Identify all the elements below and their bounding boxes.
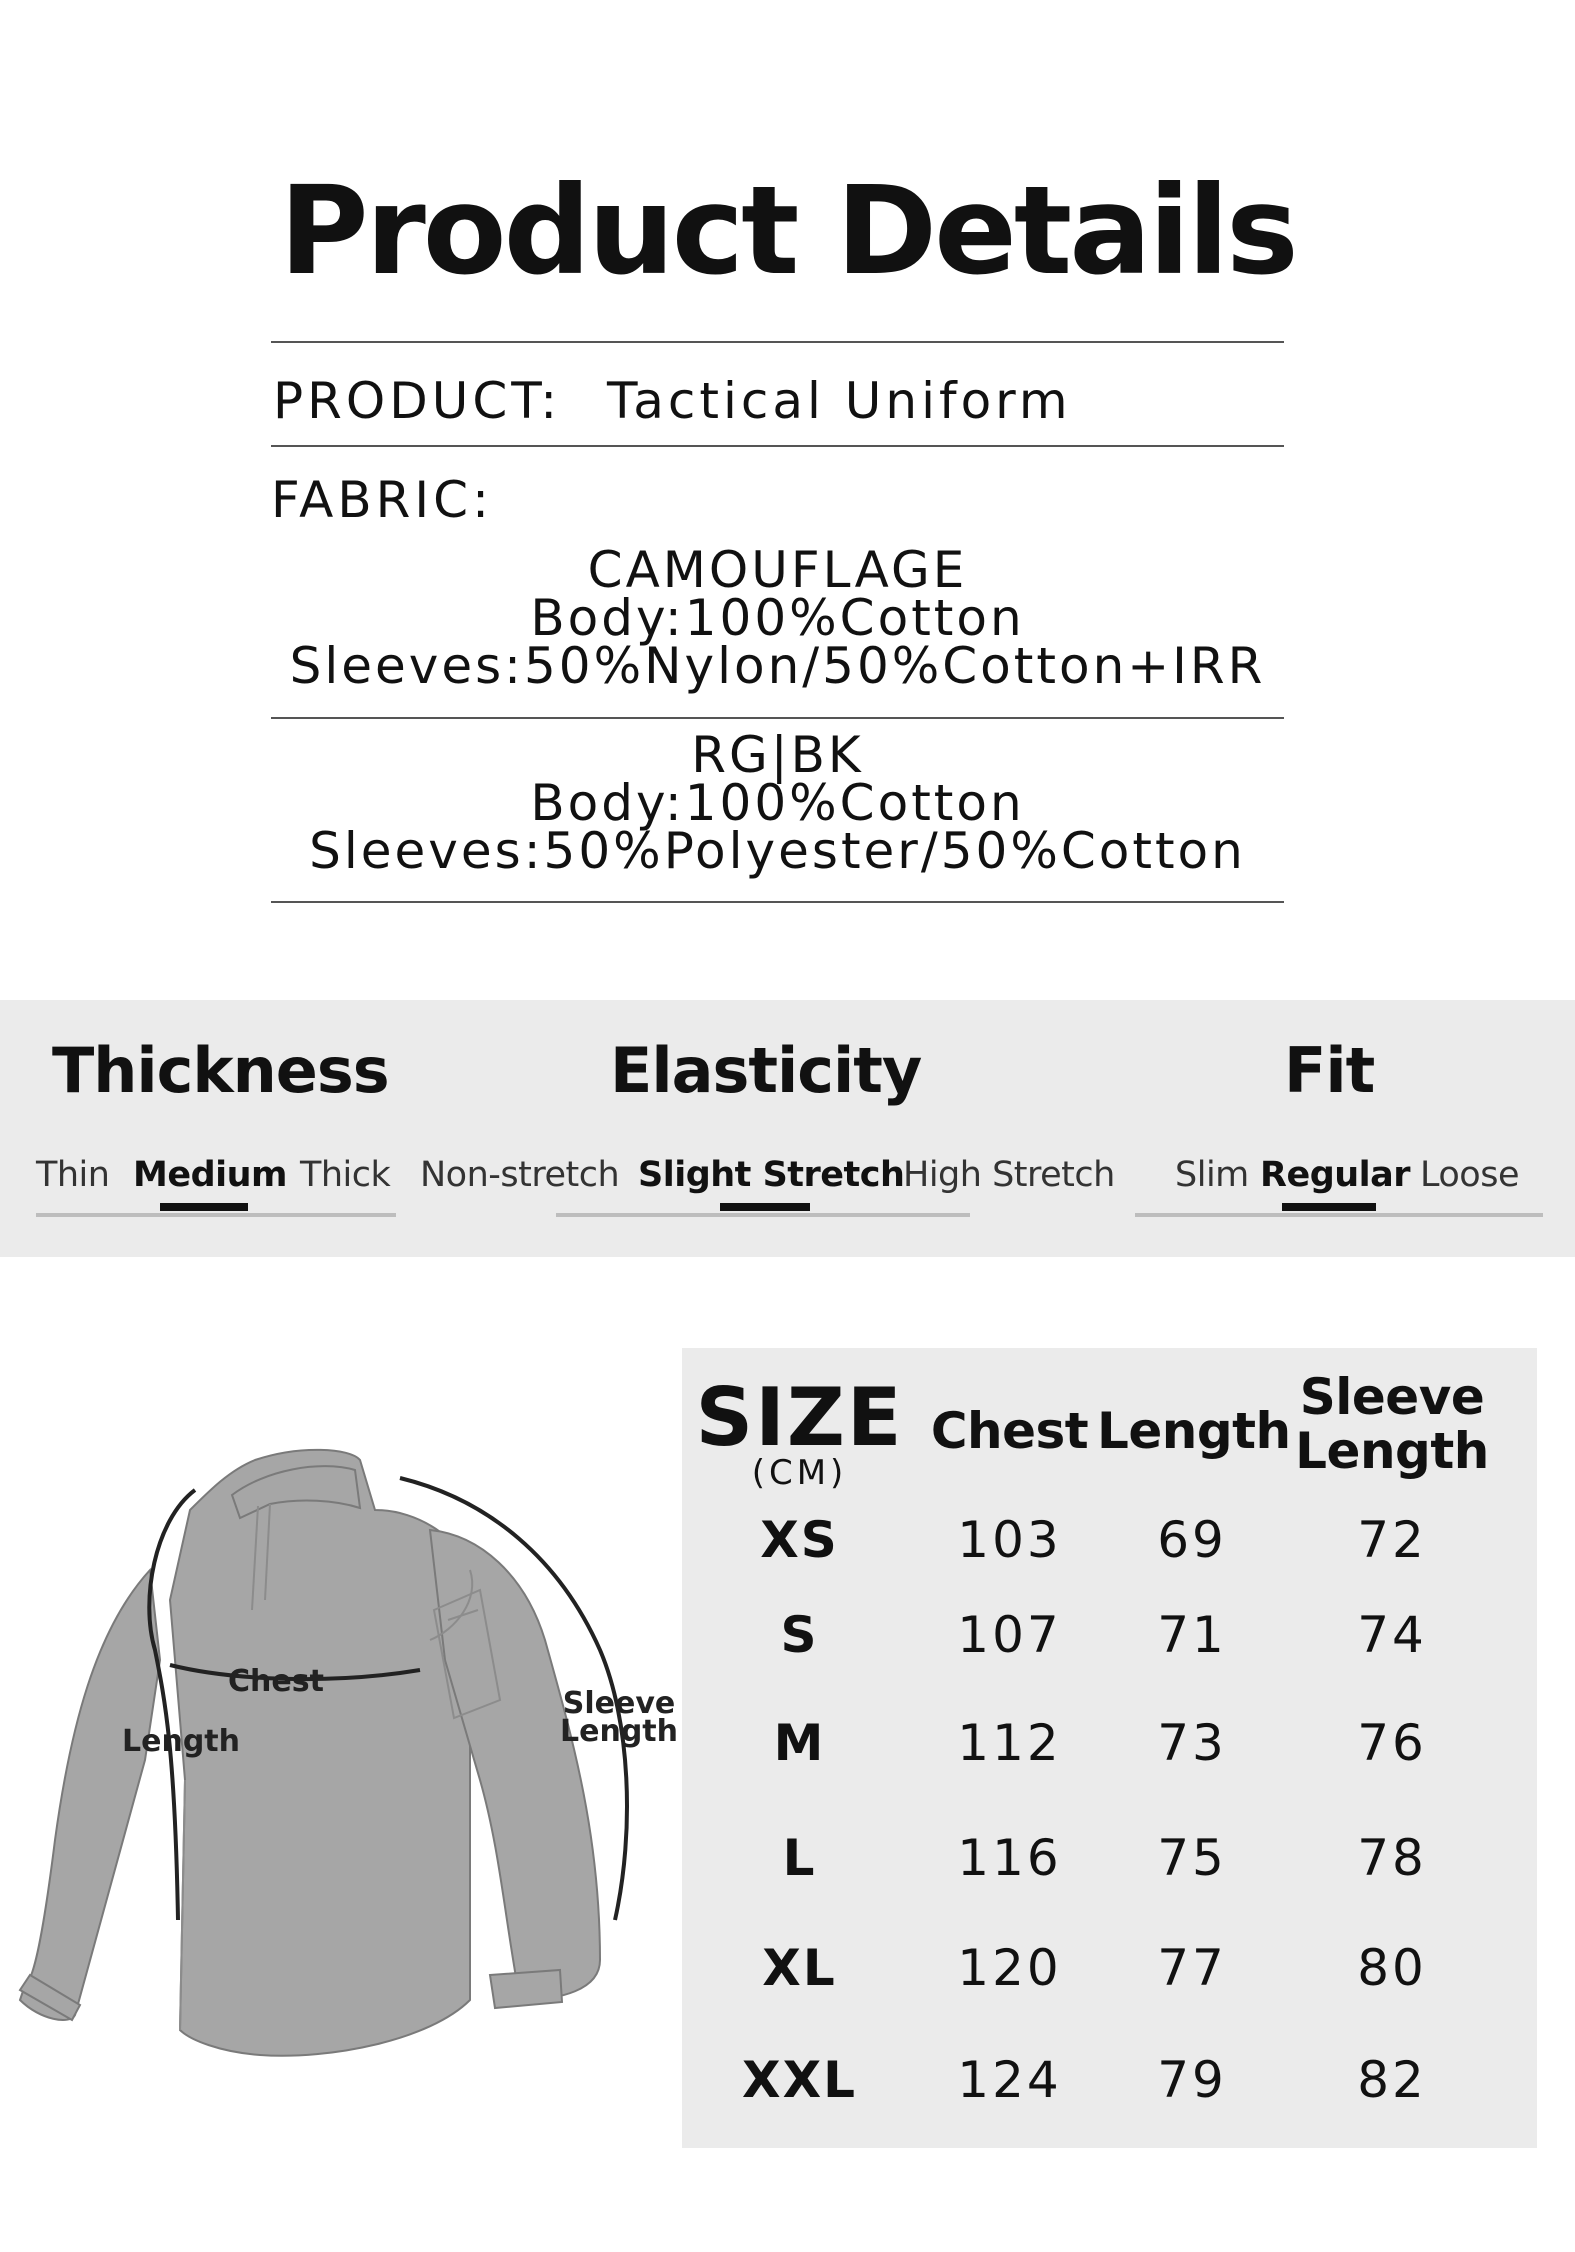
- chest-label: Chest: [228, 1664, 324, 1699]
- sleeve-length-label: Sleeve Length: [560, 1686, 678, 1749]
- page-title: Product Details: [279, 160, 1296, 302]
- fit-option-regular: Regular: [1260, 1155, 1411, 1195]
- size-cell: S: [780, 1606, 819, 1664]
- fabric-variant-sleeves: Sleeves:50%Nylon/50%Cotton+IRR: [289, 637, 1266, 695]
- chest-cell: 107: [957, 1606, 1062, 1664]
- thickness-option-thin: Thin: [36, 1155, 110, 1195]
- thickness-scale: [36, 1213, 396, 1217]
- fabric-variant-body: Body:100%Cotton: [530, 589, 1025, 647]
- size-unit-label: (CM): [751, 1453, 848, 1493]
- product-value: Tactical Uniform: [607, 372, 1072, 430]
- fabric-variant-sleeves: Sleeves:50%Polyester/50%Cotton: [309, 822, 1246, 880]
- length-label: Length: [122, 1724, 240, 1759]
- size-cell: XXL: [742, 2051, 857, 2109]
- elasticity-selected-marker: [720, 1203, 810, 1211]
- thickness-option-medium: Medium: [133, 1155, 288, 1195]
- elasticity-scale: [556, 1213, 970, 1217]
- chest-cell: 116: [957, 1829, 1062, 1887]
- sleeve-length-column-header: Sleeve Length: [1295, 1368, 1489, 1480]
- length-cell: 79: [1157, 2051, 1227, 2109]
- sleeve-length-cell: 82: [1357, 2051, 1427, 2109]
- fit-scale: [1135, 1213, 1543, 1217]
- elasticity-title: Elasticity: [610, 1034, 922, 1107]
- size-cell: L: [782, 1829, 817, 1887]
- fit-title: Fit: [1284, 1034, 1375, 1107]
- divider: [271, 901, 1284, 903]
- sleeve-length-cell: 78: [1357, 1829, 1427, 1887]
- sleeve-length-cell: 74: [1357, 1606, 1427, 1664]
- fabric-variant-rgbk: [271, 726, 1284, 880]
- chest-cell: 112: [957, 1714, 1062, 1772]
- elasticity-option-slight-stretch: Slight Stretch: [638, 1155, 905, 1195]
- shirt-illustration: [0, 1400, 680, 2140]
- product-label: PRODUCT:: [273, 372, 562, 430]
- shirt-measurement-diagram: [0, 1400, 680, 2140]
- length-cell: 69: [1157, 1511, 1227, 1569]
- size-column-header: SIZE: [695, 1371, 904, 1464]
- shirt-body: [20, 1450, 600, 2056]
- fabric-variant-body: Body:100%Cotton: [530, 774, 1025, 832]
- thickness-option-thick: Thick: [300, 1155, 391, 1195]
- length-cell: 77: [1157, 1939, 1227, 1997]
- chest-column-header: Chest: [930, 1402, 1089, 1460]
- elasticity-option-non-stretch: Non-stretch: [420, 1155, 620, 1195]
- fabric-label: FABRIC:: [271, 471, 493, 529]
- fabric-variant-name: RG|BK: [691, 726, 864, 784]
- length-column-header: Length: [1097, 1402, 1291, 1460]
- fit-option-slim: Slim: [1175, 1155, 1249, 1195]
- sleeve-length-cell: 76: [1357, 1714, 1427, 1772]
- chest-cell: 120: [957, 1939, 1062, 1997]
- chest-cell: 103: [957, 1511, 1062, 1569]
- divider: [271, 445, 1284, 447]
- divider: [271, 341, 1284, 343]
- fabric-attributes-band: [0, 1000, 1575, 1257]
- size-chart-table: [682, 1348, 1537, 2148]
- thickness-title: Thickness: [52, 1034, 389, 1107]
- chest-cell: 124: [957, 2051, 1062, 2109]
- fabric-variant-name: CAMOUFLAGE: [587, 541, 968, 599]
- length-cell: 73: [1157, 1714, 1227, 1772]
- divider: [271, 717, 1284, 719]
- fabric-variant-camouflage: [271, 541, 1284, 695]
- size-cell: M: [773, 1714, 826, 1772]
- size-cell: XS: [760, 1511, 839, 1569]
- fit-option-loose: Loose: [1420, 1155, 1519, 1195]
- thickness-selected-marker: [160, 1203, 248, 1211]
- fit-selected-marker: [1282, 1203, 1376, 1211]
- sleeve-length-cell: 72: [1357, 1511, 1427, 1569]
- sleeve-length-cell: 80: [1357, 1939, 1427, 1997]
- size-cell: XL: [762, 1939, 837, 1997]
- length-cell: 75: [1157, 1829, 1227, 1887]
- elasticity-option-high-stretch: High Stretch: [903, 1155, 1115, 1195]
- length-cell: 71: [1157, 1606, 1227, 1664]
